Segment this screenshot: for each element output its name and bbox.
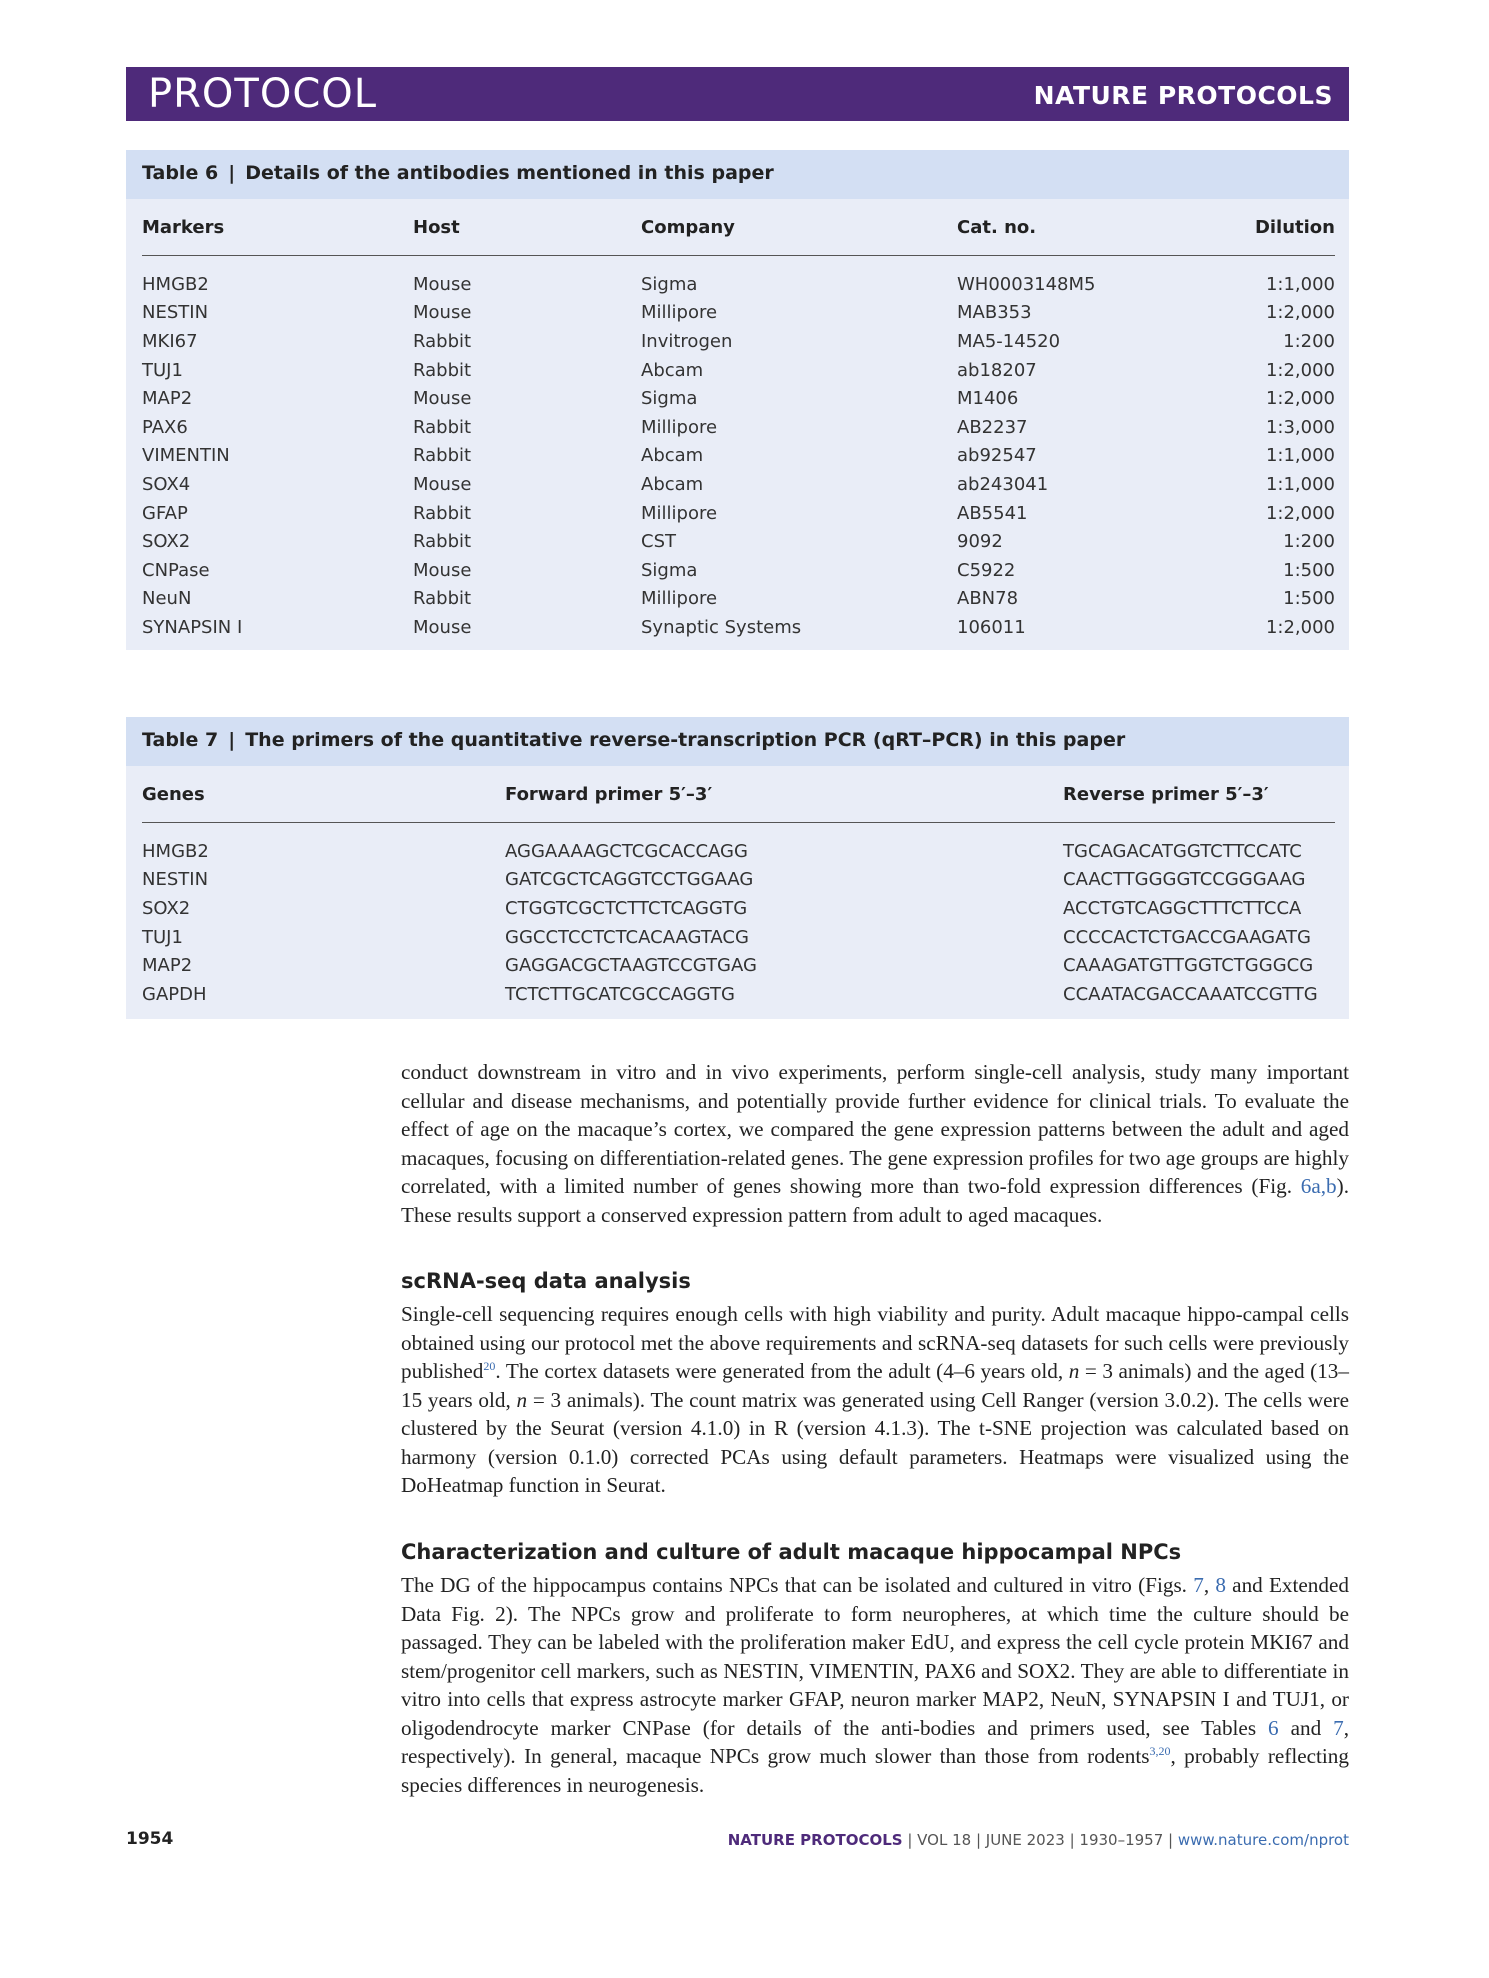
- table-row: [142, 923, 1335, 952]
- table-cell: CCAATACGACCAAATCCGTTG: [1063, 983, 1318, 1005]
- table-cell: 1:3,000: [1265, 416, 1335, 438]
- paragraph-text: ). These results support a conserved expression pattern from adult to aged macaques.: [401, 1174, 1349, 1227]
- table-7: [126, 717, 1349, 1019]
- table-cell: Millipore: [641, 502, 718, 524]
- table-cell: 9092: [957, 531, 1003, 553]
- table-row: [142, 823, 1335, 866]
- table-cell: Rabbit: [413, 531, 472, 553]
- table-row: [142, 384, 1335, 413]
- table-cell: HMGB2: [142, 273, 209, 295]
- table-row: [142, 356, 1335, 385]
- table-cell: CNPase: [142, 559, 210, 581]
- table-row: [142, 556, 1335, 585]
- table-cell: ACCTGTCAGGCTTTCTTCCA: [1063, 897, 1302, 919]
- table-row: [142, 327, 1335, 356]
- table-cell: NeuN: [142, 588, 192, 610]
- reference-link[interactable]: 20: [483, 1358, 496, 1373]
- variable-n: n: [516, 1387, 528, 1412]
- paragraph-text: , respectively). In general, macaque NPCs grow much slower than those from rodents: [401, 1715, 1349, 1768]
- table-cell: NESTIN: [142, 869, 209, 891]
- table-cell: Rabbit: [413, 445, 472, 467]
- table-row: [142, 499, 1335, 528]
- table-7-title: The primers of the quantitative reverse-transcription PCR (qRT–PCR) in this paper: [245, 729, 1126, 751]
- primer-table: [142, 766, 1335, 1009]
- table-row: [142, 527, 1335, 556]
- table-cell: Rabbit: [413, 416, 472, 438]
- footer-info: | VOL 18 | JUNE 2023 | 1930–1957 |: [902, 1831, 1178, 1849]
- table-cell: MA5-14520: [957, 330, 1061, 352]
- table-row: [142, 299, 1335, 328]
- table-cell: 1:2,000: [1265, 302, 1335, 324]
- table-cell: 1:2,000: [1265, 502, 1335, 524]
- table-cell: GATCGCTCAGGTCCTGGAAG: [505, 869, 754, 891]
- table-cell: AGGAAAAGCTCGCACCAGG: [505, 840, 748, 862]
- paragraph-text: = 3 animals) and the aged (13–15 years old,: [401, 1359, 1349, 1412]
- scrna-paragraph: [401, 1300, 1349, 1500]
- table-cell: SOX4: [142, 473, 191, 495]
- table-cell: CAAAGATGTTGGTCTGGGCG: [1063, 955, 1314, 977]
- table-7-caption: [126, 717, 1349, 766]
- table-cell: 106011: [957, 616, 1026, 638]
- table-cell: PAX6: [142, 416, 188, 438]
- intro-paragraph: [401, 1058, 1349, 1229]
- table-cell: VIMENTIN: [142, 445, 230, 467]
- table-7-label: Table 7: [142, 729, 219, 751]
- table-cell: HMGB2: [142, 840, 209, 862]
- table-cell: Mouse: [413, 273, 472, 295]
- table-row: [142, 413, 1335, 442]
- table-6: [126, 150, 1349, 650]
- table-cell: Sigma: [641, 388, 698, 410]
- table-row: [142, 585, 1335, 614]
- table-row: [142, 894, 1335, 923]
- paragraph-text: = 3 animals). The count matrix was generated using Cell Ranger (version 3.0.2). The cells were clustered by the Seurat (version 4.1.0) in R (version 4.1.3). The t-SNE projection was calculated based on harmony (version 0.1.0) corrected PCAs using default parameters. Heatmaps were visualized using the DoHeatmap function in Seurat.: [401, 1387, 1349, 1497]
- table-cell: Rabbit: [413, 588, 472, 610]
- table-cell: 1:1,000: [1265, 473, 1335, 495]
- table-cell: Invitrogen: [641, 330, 733, 352]
- table-cell: SYNAPSIN I: [142, 616, 243, 638]
- table-row: [142, 442, 1335, 471]
- table-cell: MAP2: [142, 955, 193, 977]
- caption-separator: |: [228, 162, 236, 184]
- table-cell: TUJ1: [142, 359, 183, 381]
- paragraph-text: conduct downstream in vitro and in vivo experiments, perform single-cell analysis, study many important cellular and disease mechanisms, and potentially provide further evidence for clinical trials. To evaluate the effect of age on the macaque’s cortex, we compared the gene expression patterns between the adult and aged macaques, focusing on differentiation-related genes. The gene expression profiles for two age groups are highly correlated, with a limited number of genes showing more than two-fold expression differences (Fig.: [401, 1060, 1349, 1198]
- table-cell: 1:500: [1283, 559, 1335, 581]
- reference-link[interactable]: 3,20: [1149, 1743, 1171, 1758]
- footer-journal: NATURE PROTOCOLS: [727, 1831, 903, 1849]
- table-cell: Sigma: [641, 273, 698, 295]
- section-heading-scrna: scRNA-seq data analysis: [401, 1269, 691, 1293]
- table-link[interactable]: 6: [1268, 1715, 1279, 1740]
- table-cell: AB5541: [957, 502, 1028, 524]
- paragraph-text: and Extended Data Fig. 2). The NPCs grow and proliferate to form neuropheres, at which time the culture should be passaged. They can be labeled with the proliferation maker EdU, and express the cell cycle protein MKI67 and stem/progenitor cell markers, such as NESTIN, VIMENTIN, PAX6 and SOX2. They are able to differentiate in vitro into cells that express astrocyte marker GFAP, neuron marker MAP2, NeuN, SYNAPSIN I and TUJ1, or oligodendrocyte marker CNPase (for details of the anti-bodies and primers used, see Tables: [401, 1573, 1349, 1740]
- table-cell: GFAP: [142, 502, 188, 524]
- footer-citation: [728, 1831, 1349, 1849]
- table-cell: AB2237: [957, 416, 1028, 438]
- table-cell: Rabbit: [413, 502, 472, 524]
- table-cell: 1:2,000: [1265, 388, 1335, 410]
- table-row: [142, 980, 1335, 1009]
- variable-n: n: [1068, 1359, 1080, 1383]
- table-row: [142, 256, 1335, 299]
- table-cell: GAGGACGCTAAGTCCGTGAG: [505, 955, 757, 977]
- table-6-title: Details of the antibodies mentioned in this paper: [245, 162, 774, 184]
- footer-url-link[interactable]: www.nature.com/nprot: [1177, 1831, 1349, 1849]
- table-cell: TGCAGACATGGTCTTCCATC: [1063, 840, 1302, 862]
- table-cell: 1:1,000: [1265, 445, 1335, 467]
- table-cell: Millipore: [641, 416, 718, 438]
- table-cell: MAB353: [957, 302, 1032, 324]
- paragraph-text: ,: [1203, 1573, 1216, 1597]
- npcs-paragraph: [401, 1571, 1349, 1799]
- paragraph-text: and: [1278, 1715, 1334, 1740]
- table-cell: 1:200: [1283, 531, 1335, 553]
- table-cell: WH0003148M5: [957, 273, 1096, 295]
- table-row: [142, 470, 1335, 499]
- table-row: [142, 951, 1335, 980]
- table-cell: SOX2: [142, 897, 191, 919]
- figure-link[interactable]: 8: [1215, 1573, 1226, 1597]
- paragraph-text: The DG of the hippocampus contains NPCs that can be isolated and cultured in vitro (Figs.: [401, 1573, 1194, 1597]
- article-type-label: PROTOCOL: [148, 71, 378, 117]
- table-cell: CAACTTGGGGTCCGGGAAG: [1063, 869, 1306, 891]
- column-header: Cat. no.: [957, 199, 1207, 256]
- table-row: [142, 866, 1335, 895]
- table-cell: ab92547: [957, 445, 1037, 467]
- journal-header-bar: [126, 67, 1349, 121]
- table-cell: Mouse: [413, 473, 472, 495]
- table-cell: M1406: [957, 388, 1019, 410]
- table-cell: MAP2: [142, 388, 193, 410]
- antibody-table: [142, 199, 1335, 642]
- table-cell: Abcam: [641, 445, 704, 467]
- table-cell: Millipore: [641, 588, 718, 610]
- table-cell: Rabbit: [413, 330, 472, 352]
- table-cell: Mouse: [413, 302, 472, 324]
- page-number: 1954: [126, 1829, 174, 1849]
- paragraph-text: Single-cell sequencing requires enough cells with high viability and purity. Adult macaque hippo-campal cells obtained using our protocol met the above requirements and scRNA-seq datasets for such cells were previously published: [401, 1302, 1349, 1383]
- table-cell: Sigma: [641, 559, 698, 581]
- table-cell: CST: [641, 531, 676, 553]
- paragraph-text: . The cortex datasets were generated from the adult (4–6 years old,: [495, 1359, 1069, 1383]
- column-header: Host: [413, 199, 641, 256]
- column-header: Markers: [142, 199, 413, 256]
- table-cell: 1:500: [1283, 588, 1335, 610]
- table-cell: Mouse: [413, 559, 472, 581]
- table-6-caption: [126, 150, 1349, 199]
- column-header: Dilution: [1207, 199, 1335, 256]
- column-header: Reverse primer 5′–3′: [1063, 766, 1335, 823]
- table-cell: ABN78: [957, 588, 1019, 610]
- table-cell: 1:2,000: [1265, 359, 1335, 381]
- table-cell: Mouse: [413, 388, 472, 410]
- table-link[interactable]: 7: [1333, 1715, 1344, 1740]
- figure-link[interactable]: 6a,b: [1300, 1174, 1337, 1198]
- figure-link[interactable]: 7: [1193, 1573, 1204, 1597]
- table-cell: C5922: [957, 559, 1016, 581]
- table-cell: GGCCTCCTCTCACAAGTACG: [505, 926, 749, 948]
- table-cell: Abcam: [641, 359, 704, 381]
- table-cell: TUJ1: [142, 926, 183, 948]
- table-cell: Rabbit: [413, 359, 472, 381]
- table-cell: 1:1,000: [1265, 273, 1335, 295]
- table-cell: Mouse: [413, 616, 472, 638]
- table-row: [142, 613, 1335, 642]
- table-cell: 1:2,000: [1265, 616, 1335, 638]
- table-cell: Synaptic Systems: [641, 616, 802, 638]
- table-cell: CTGGTCGCTCTTCTCAGGTG: [505, 897, 748, 919]
- table-cell: ab18207: [957, 359, 1037, 381]
- table-cell: TCTCTTGCATCGCCAGGTG: [505, 983, 735, 1005]
- table-cell: Abcam: [641, 473, 704, 495]
- column-header: Company: [641, 199, 957, 256]
- table-cell: ab243041: [957, 473, 1049, 495]
- journal-name-label: NATURE PROTOCOLS: [1033, 81, 1333, 110]
- column-header: Forward primer 5′–3′: [505, 766, 1063, 823]
- table-cell: 1:200: [1283, 330, 1335, 352]
- table-cell: NESTIN: [142, 302, 209, 324]
- table-cell: MKI67: [142, 330, 198, 352]
- table-cell: SOX2: [142, 531, 191, 553]
- paragraph-text: , probably reflecting species differences in neurogenesis.: [401, 1744, 1349, 1797]
- table-cell: CCCCACTCTGACCGAAGATG: [1063, 926, 1311, 948]
- table-cell: Millipore: [641, 302, 718, 324]
- section-heading-npcs: Characterization and culture of adult macaque hippocampal NPCs: [401, 1540, 1182, 1564]
- caption-separator: |: [228, 729, 236, 751]
- table-6-label: Table 6: [142, 162, 219, 184]
- column-header: Genes: [142, 766, 505, 823]
- table-cell: GAPDH: [142, 983, 207, 1005]
